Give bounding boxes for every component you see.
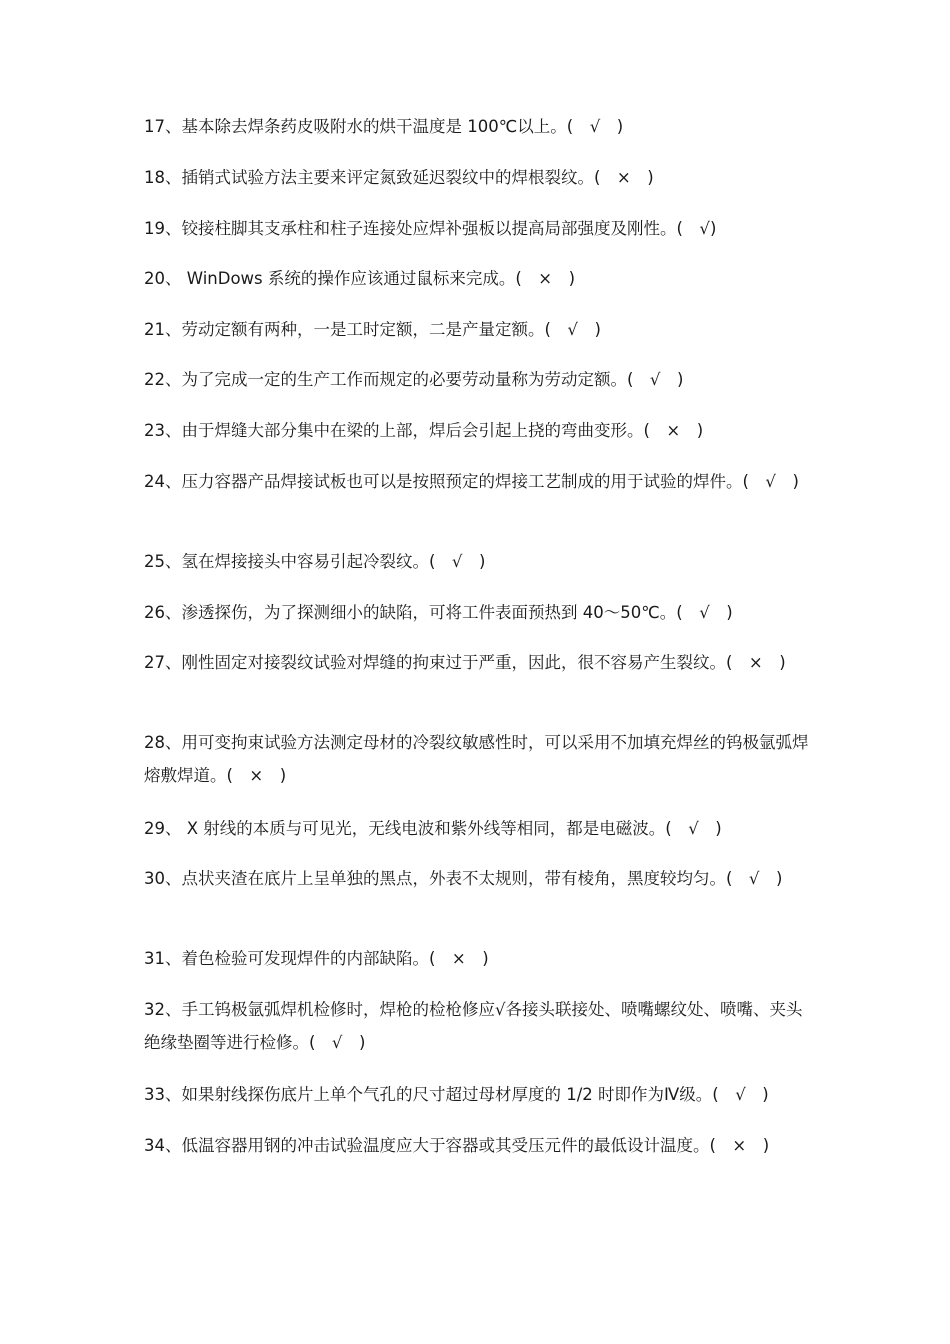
question-22: 22、为了完成一定的生产工作而规定的必要劳动量称为劳动定额。( √ ) [144, 370, 684, 389]
question-32: 32、手工钨极氩弧焊机检修时，焊枪的检枪修应√各接头联接处、喷嘴螺纹处、喷嘴、夹头绝缘垫圈等进行检修。( √ ) [144, 1000, 803, 1052]
question-26: 26、渗透探伤，为了探测细小的缺陷，可将工件表面预热到 40～50℃。( √ ) [144, 603, 733, 622]
question-23: 23、由于焊缝大部分集中在梁的上部，焊后会引起上挠的弯曲变形。( × ) [144, 421, 704, 440]
question-30: 30、点状夹渣在底片上呈单独的黑点，外表不太规则，带有棱角，黑度较均匀。( √ ) [144, 869, 783, 888]
question-24: 24、压力容器产品焊接试板也可以是按照预定的焊接工艺制成的用于试验的焊件。( √ ) [144, 472, 799, 491]
question-34: 34、低温容器用钢的冲击试验温度应大于容器或其受压元件的最低设计温度。( × ) [144, 1136, 770, 1155]
question-18: 18、插销式试验方法主要来评定氮致延迟裂纹中的焊根裂纹。( × ) [144, 168, 654, 187]
question-19: 19、铰接柱脚其支承柱和柱子连接处应焊补强板以提高局部强度及刚性。( √) [144, 219, 717, 238]
question-27: 27、刚性固定对接裂纹试验对焊缝的拘束过于严重，因此，很不容易产生裂纹。( × ) [144, 653, 786, 672]
question-20: 20、 WinDows 系统的操作应该通过鼠标来完成。( × ) [144, 269, 576, 288]
question-31: 31、着色检验可发现焊件的内部缺陷。( × ) [144, 949, 489, 968]
question-21: 21、劳动定额有两种，一是工时定额，二是产量定额。( √ ) [144, 320, 601, 339]
question-28: 28、用可变拘束试验方法测定母材的冷裂纹敏感性时，可以采用不加填充焊丝的钨极氩弧焊熔敷焊道。( × ) [144, 733, 809, 785]
question-33: 33、如果射线探伤底片上单个气孔的尺寸超过母材厚度的 1/2 时即作为Ⅳ级。( √ ) [144, 1085, 769, 1104]
question-17: 17、基本除去焊条药皮吸附水的烘干温度是 100℃以上。( √ ) [144, 117, 624, 136]
question-29: 29、 X 射线的本质与可见光，无线电波和紫外线等相同，都是电磁波。( √ ) [144, 819, 722, 838]
question-25: 25、氢在焊接接头中容易引起冷裂纹。( √ ) [144, 552, 486, 571]
